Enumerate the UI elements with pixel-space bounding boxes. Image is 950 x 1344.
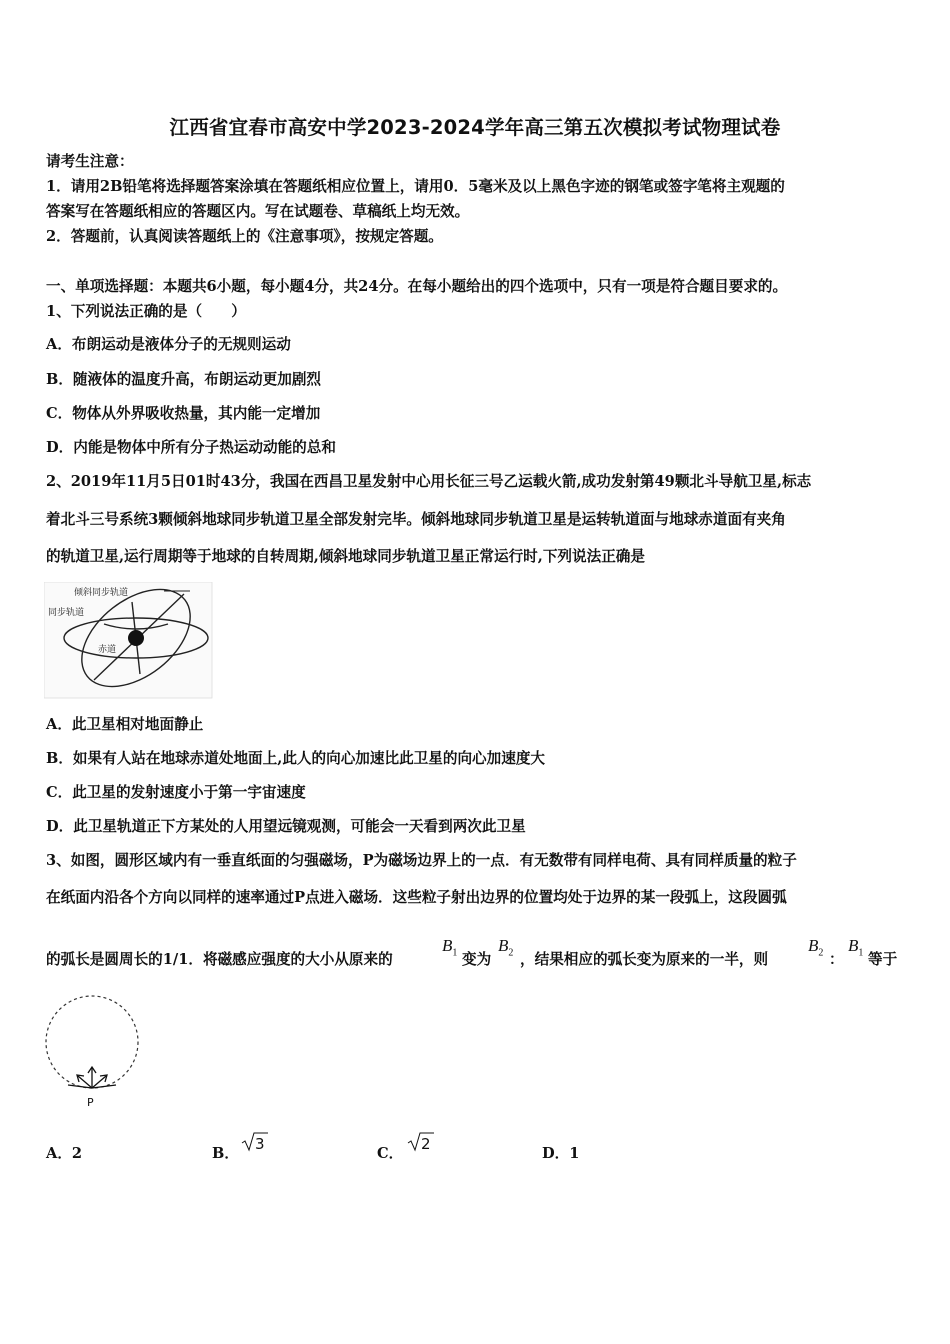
q3-stem-line3e: 等于: [868, 951, 898, 968]
q2-option-a: A．此卫星相对地面静止: [46, 716, 204, 733]
q2-stem-line1: 2、2019年11月5日01时43分，我国在西昌卫星发射中心用长征三号乙运载火箭,成功发射第49颗北斗导航卫星,标志: [46, 473, 812, 490]
q3-stem-line2: 在纸面内沿各个方向以同样的速率通过P点进入磁场．这些粒子射出边界的位置均处于边界的某一段弧上，这段圆弧: [46, 889, 787, 906]
symbol-b2: $B_2$: [498, 936, 514, 959]
sqrt3-symbol: [240, 1130, 270, 1154]
q3-option-b: B．: [212, 1145, 239, 1162]
label-sync: 同步轨道: [48, 608, 85, 618]
q3-stem-line1: 3、如图，圆形区域内有一垂直纸面的匀强磁场，P为磁场边界上的一点．有无数带有同样电荷、具有同样质量的粒子: [46, 852, 797, 869]
q1-option-a: A．布朗运动是液体分子的无规则运动: [46, 336, 291, 353]
symbol-b1-ratio: $B_1$: [848, 936, 864, 959]
svg-text:2: 2: [421, 1135, 431, 1153]
notice-item-2: 2．答题前，认真阅读答题纸上的《注意事项》，按规定答题。: [46, 228, 443, 245]
q1-option-b: B．随液体的温度升高，布朗运动更加剧烈: [46, 371, 322, 388]
q3-stem-line3a: 的弧长是圆周长的1/1．将磁感应强度的大小从原来的: [46, 951, 393, 968]
q3-option-a: A．2: [46, 1145, 83, 1162]
earth-icon: [128, 630, 144, 646]
q2-option-c: C．此卫星的发射速度小于第一宇宙速度: [46, 784, 306, 801]
notice-heading: 请考生注意：: [46, 153, 134, 170]
q3-colon: ：: [829, 951, 844, 968]
svg-text:3: 3: [255, 1135, 265, 1153]
q1-option-d: D．内能是物体中所有分子热运动动能的总和: [46, 439, 336, 456]
q2-option-d: D．此卫星轨道正下方某处的人用望远镜观测，可能会一天看到两次此卫星: [46, 818, 526, 835]
q3-stem-line3b: 变为: [462, 951, 492, 968]
label-equator: 赤道: [98, 645, 117, 655]
q1-stem: 1、下列说法正确的是（ ）: [46, 303, 246, 320]
point-p: P: [87, 1096, 94, 1109]
q3-stem-line3c: ，结果相应的弧长变为原来的一半，则: [520, 951, 769, 968]
q1-option-c: C．物体从外界吸收热量，其内能一定增加: [46, 405, 321, 422]
symbol-b2-ratio: $B_2$: [808, 936, 824, 959]
page-title: 江西省宜春市高安中学2023-2024学年高三第五次模拟考试物理试卷: [169, 116, 781, 139]
magnetic-field-diagram: [40, 988, 146, 1112]
sqrt2-symbol: [406, 1130, 436, 1154]
q3-option-c: C．: [377, 1145, 404, 1162]
section-heading: 一、单项选择题：本题共6小题，每小题4分，共24分。在每小题给出的四个选项中，只有一项是符合题目要求的。: [46, 278, 788, 295]
q2-option-b: B．如果有人站在地球赤道处地面上,此人的向心加速比此卫星的向心加速度大: [46, 750, 546, 767]
label-inclined: 倾斜同步轨道: [74, 588, 129, 598]
q2-stem-line3: 的轨道卫星,运行周期等于地球的自转周期,倾斜地球同步轨道卫星正常运行时,下列说法正确是: [46, 548, 645, 565]
q2-stem-line2: 着北斗三号系统3颗倾斜地球同步轨道卫星全部发射完毕。倾斜地球同步轨道卫星是运转轨道面与地球赤道面有夹角: [46, 511, 786, 528]
orbit-diagram: [44, 582, 214, 700]
notice-item-1a: 1．请用2B铅笔将选择题答案涂填在答题纸相应位置上，请用0．5毫米及以上黑色字迹的钢笔或签字笔将主观题的: [46, 178, 785, 195]
notice-item-1b: 答案写在答题纸相应的答题区内。写在试题卷、草稿纸上均无效。: [46, 203, 470, 220]
symbol-b1: $B_1$: [442, 936, 458, 959]
q3-option-d: D．1: [542, 1145, 580, 1162]
